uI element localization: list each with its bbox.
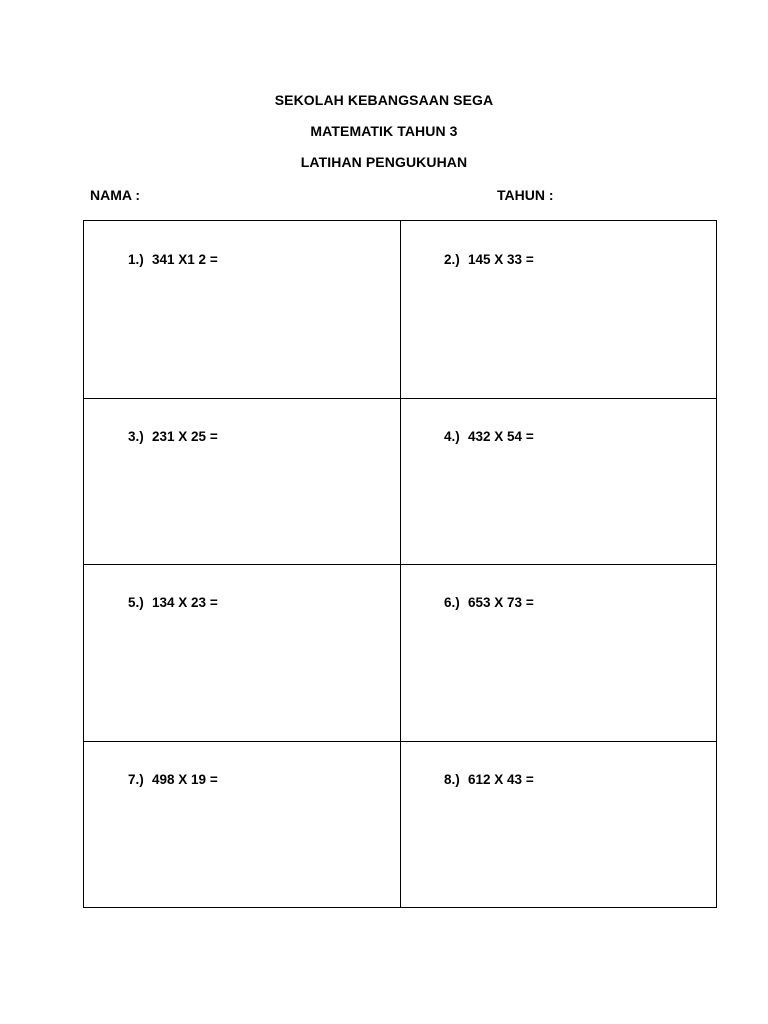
- question-2: [429, 237, 534, 282]
- question-number: 5.): [128, 595, 144, 610]
- grid-row-divider: [84, 398, 716, 399]
- question-number: 6.): [444, 595, 460, 610]
- question-1: [113, 237, 218, 282]
- question-text: 134 X 23 =: [152, 595, 218, 610]
- question-7: [113, 757, 218, 802]
- question-5: [113, 580, 218, 625]
- question-number: 1.): [128, 252, 144, 267]
- question-text: 341 X1 2 =: [152, 252, 218, 267]
- grid-row-divider: [84, 741, 716, 742]
- school-title: SEKOLAH KEBANGSAAN SEGA: [274, 92, 494, 108]
- question-text: 612 X 43 =: [468, 772, 534, 787]
- question-4: [429, 414, 534, 459]
- question-text: 653 X 73 =: [468, 595, 534, 610]
- question-number: 2.): [444, 252, 460, 267]
- grid-row-divider: [84, 564, 716, 565]
- question-number: 8.): [444, 772, 460, 787]
- exercise-title: LATIHAN PENGUKUHAN: [300, 154, 468, 170]
- question-3: [113, 414, 218, 459]
- question-text: 231 X 25 =: [152, 429, 218, 444]
- question-number: 7.): [128, 772, 144, 787]
- question-6: [429, 580, 534, 625]
- question-text: 145 X 33 =: [468, 252, 534, 267]
- question-number: 3.): [128, 429, 144, 444]
- year-label: TAHUN :: [497, 187, 554, 203]
- name-label: NAMA :: [90, 187, 141, 203]
- question-number: 4.): [444, 429, 460, 444]
- question-text: 498 X 19 =: [152, 772, 218, 787]
- question-8: [429, 757, 534, 802]
- question-grid: [83, 220, 717, 908]
- question-text: 432 X 54 =: [468, 429, 534, 444]
- subject-title: MATEMATIK TAHUN 3: [310, 123, 458, 139]
